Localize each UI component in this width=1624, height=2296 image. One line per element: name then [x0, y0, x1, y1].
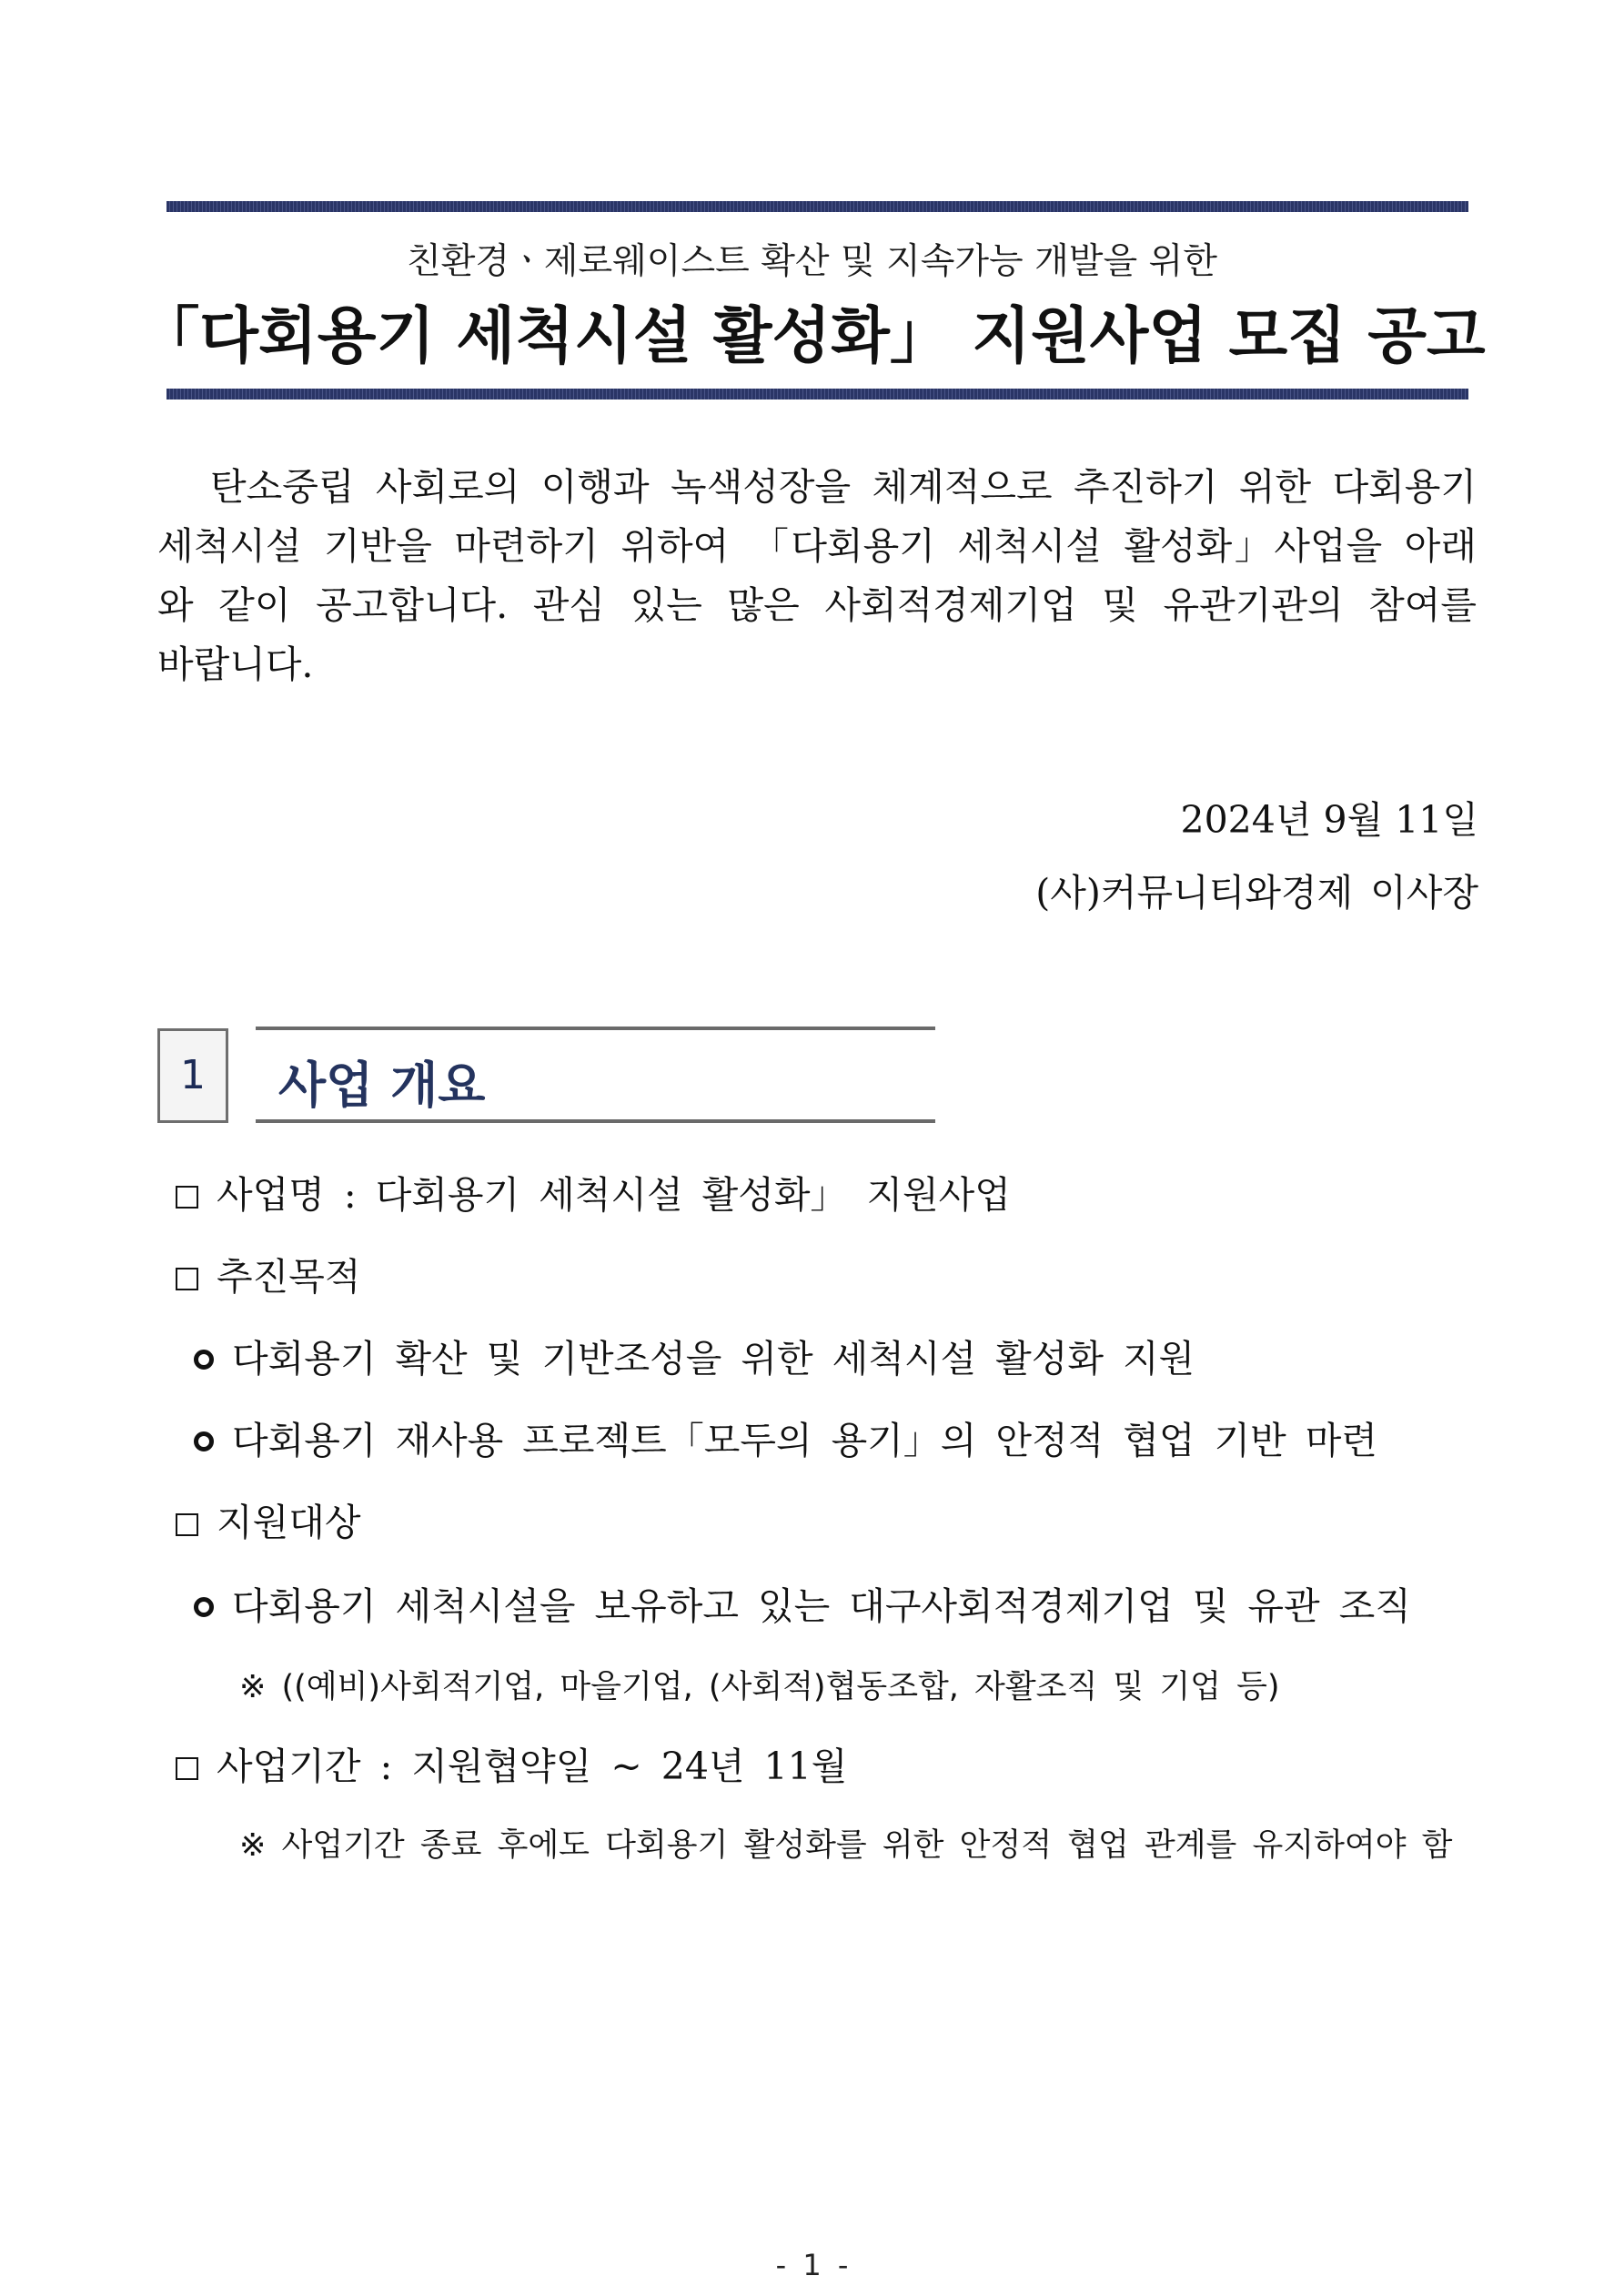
list-item-purpose — [176, 1247, 360, 1300]
intro-paragraph: 탄소중립 사회로의 이행과 녹색성장을 체계적으로 추진하기 위한 다회용기 세척시설 기반을 마련하기 위하여 「다회용기 세척시설 활성화」사업을 아래와 같이 공고합니다. 관심 있는 많은 사회적경제기업 및 유관기관의 참여를 바랍니다. — [157, 465, 1477, 686]
note-period: ※ 사업기간 종료 후에도 다회용기 활성화를 위한 안정적 협업 관계를 유지하여야 함 — [239, 1827, 1453, 1864]
square-bullet-icon — [176, 1513, 198, 1536]
notice-subtitle: 친환경ㆍ제로웨이스트 확산 및 지속가능 개발을 위한 — [407, 241, 1217, 282]
list-item-label: 다회용기 확산 및 기반조성을 위한 세척시설 활성화 지원 — [232, 1337, 1195, 1381]
list-item-label: 사업기간 : 지원협약일 ~ 24년 11월 — [217, 1745, 848, 1788]
section-heading-bottom-rule — [256, 1119, 935, 1123]
circle-bullet-icon — [194, 1597, 214, 1617]
list-subitem-purpose-1 — [194, 1329, 1195, 1382]
list-item-label: 다회용기 세척시설을 보유하고 있는 대구사회적경제기업 및 유관 조직 — [232, 1584, 1411, 1628]
square-bullet-icon — [176, 1268, 198, 1290]
list-item-project-name — [176, 1165, 1011, 1219]
circle-bullet-icon — [194, 1350, 214, 1370]
list-item-label: 추진목적 — [217, 1255, 361, 1299]
title-banner-bottom-rule — [166, 389, 1468, 400]
notice-signer: (사)커뮤니티와경제 이사장 — [1035, 871, 1478, 915]
list-item-target — [176, 1492, 360, 1546]
list-item-period — [176, 1736, 847, 1790]
list-item-label: 지원대상 — [217, 1501, 361, 1544]
page-number: - 1 - — [775, 2248, 849, 2282]
list-subitem-target-1 — [194, 1576, 1411, 1630]
square-bullet-icon — [176, 1757, 198, 1780]
list-subitem-purpose-2 — [194, 1411, 1377, 1464]
notice-title: 「다회용기 세척시설 활성화」 지원사업 모집 공고 — [138, 300, 1486, 371]
note-target-examples: ※ ((예비)사회적기업, 마을기업, (사회적)협동조합, 자활조직 및 기업 등) — [239, 1669, 1280, 1705]
title-banner-top-rule — [166, 201, 1468, 212]
section-heading-top-rule — [256, 1027, 935, 1030]
notice-date: 2024년 9월 11일 — [1180, 798, 1478, 842]
list-item-label: 사업명 : 다회용기 세척시설 활성화」 지원사업 — [217, 1173, 1011, 1217]
circle-bullet-icon — [194, 1431, 214, 1451]
square-bullet-icon — [176, 1186, 198, 1209]
section-number-box: 1 — [157, 1028, 228, 1123]
list-item-label: 다회용기 재사용 프로젝트「모두의 용기」의 안정적 협업 기반 마련 — [232, 1419, 1377, 1462]
section-title: 사업 개요 — [278, 1057, 486, 1114]
